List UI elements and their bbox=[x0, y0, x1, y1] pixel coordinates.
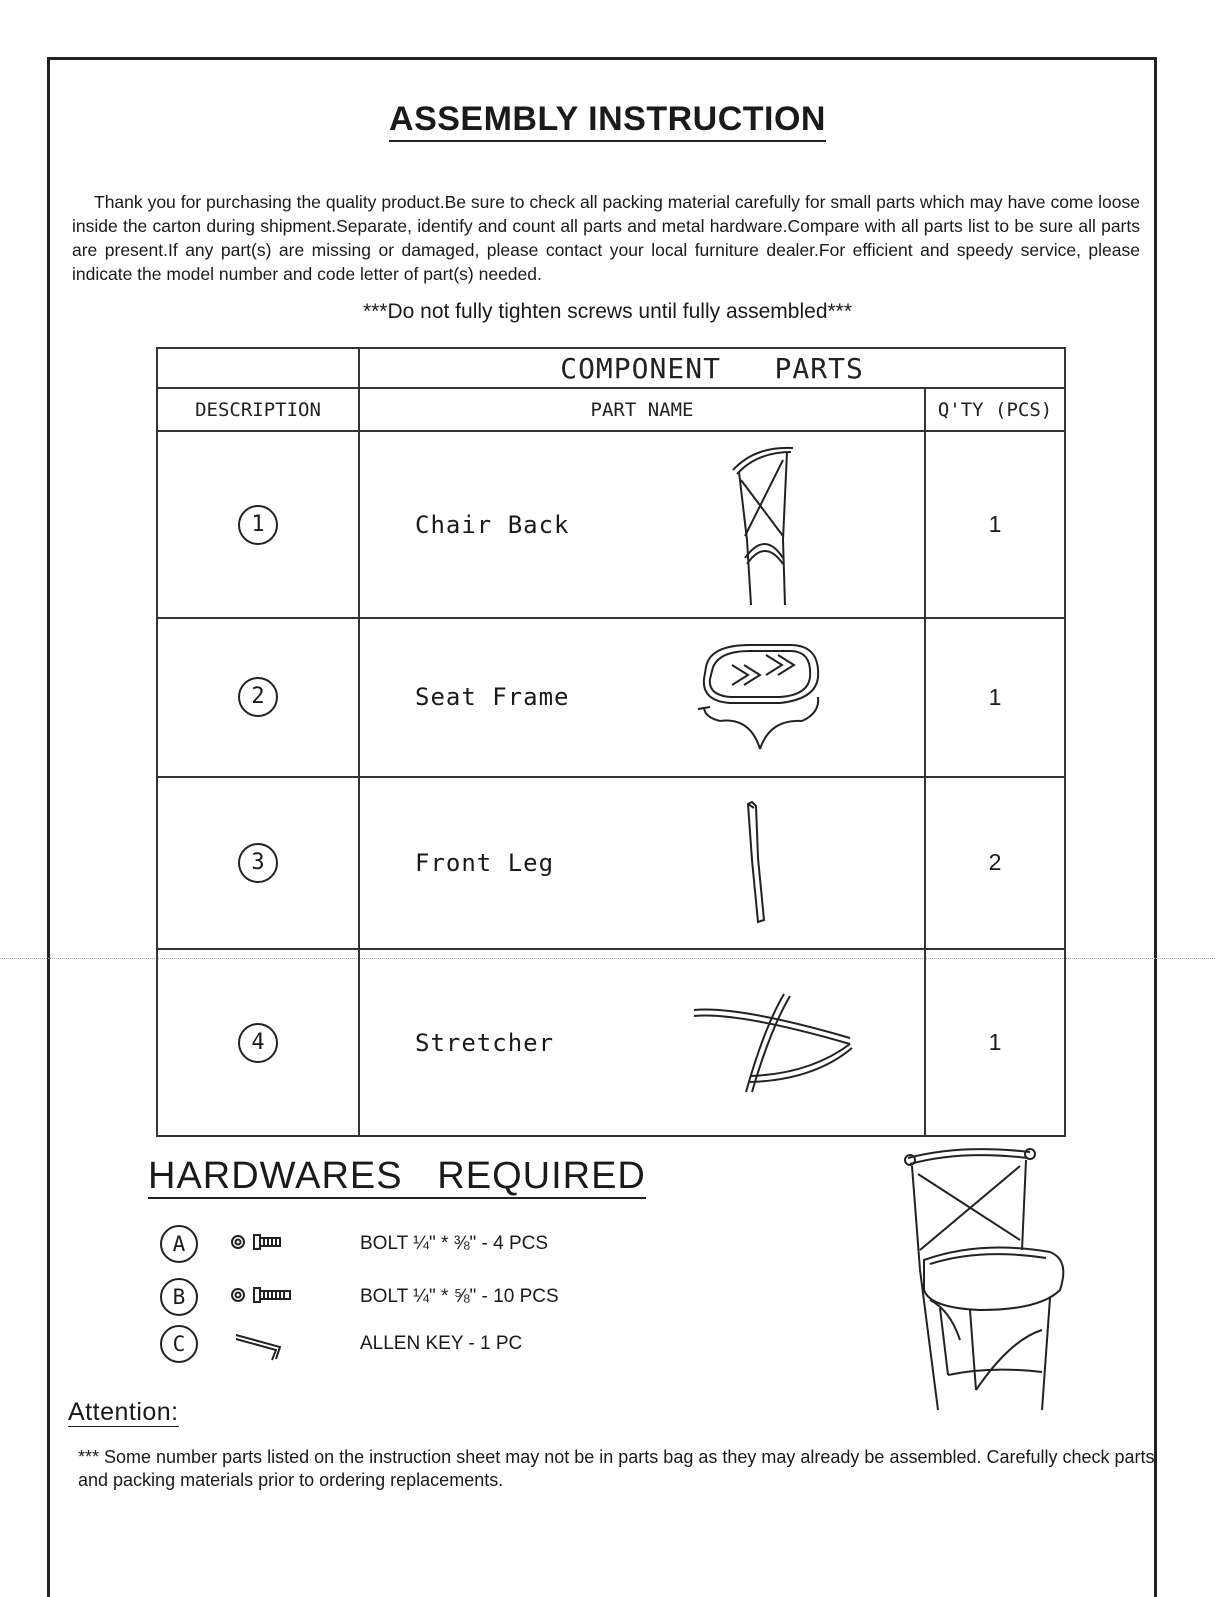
hardware-text: BOLT ¼" * ⅝" - 10 PCS bbox=[360, 1286, 559, 1307]
table-row bbox=[157, 777, 1065, 950]
chair-back-drawing-icon bbox=[725, 440, 805, 610]
long-bolt-icon bbox=[230, 1282, 300, 1308]
hardware-letter: B bbox=[160, 1278, 198, 1316]
part-name: Front Leg bbox=[415, 848, 555, 877]
tighten-warning: ***Do not fully tighten screws until fully assembled*** bbox=[362, 300, 853, 323]
col-header-part-name: PART NAME bbox=[359, 388, 925, 431]
part-number: 4 bbox=[238, 1023, 278, 1063]
assembled-chair-icon bbox=[890, 1140, 1100, 1420]
part-name: Chair Back bbox=[415, 510, 570, 539]
hardware-letter: A bbox=[160, 1225, 198, 1263]
short-bolt-icon bbox=[230, 1229, 290, 1255]
part-qty: 1 bbox=[925, 431, 1065, 618]
table-row bbox=[157, 949, 1065, 1136]
hardware-title: HARDWARES REQUIRED bbox=[148, 1155, 646, 1197]
part-qty: 2 bbox=[925, 777, 1065, 950]
allen-key-icon bbox=[230, 1329, 300, 1363]
part-qty: 1 bbox=[925, 949, 1065, 1136]
intro-paragraph: Thank you for purchasing the quality product.Be sure to check all packing material carefully for small parts which may have come loose inside the carton during shipment.Separate, identify and count all parts and metal hardware.Compare with all parts list to be sure all parts are present.If any part(s) are missing or damaged, please contact your local furniture dealer.For efficient and speedy service, please indicate the model number and code letter of part(s) needed. bbox=[72, 192, 1140, 284]
component-parts-table bbox=[156, 347, 1066, 1137]
col-header-description: DESCRIPTION bbox=[157, 388, 359, 431]
attention-title: Attention: bbox=[68, 1398, 179, 1426]
hardware-letter: C bbox=[160, 1325, 198, 1363]
page-title: ASSEMBLY INSTRUCTION bbox=[0, 100, 1215, 139]
part-name: Seat Frame bbox=[415, 683, 570, 712]
hardware-text: BOLT ¼" * ⅜" - 4 PCS bbox=[360, 1233, 549, 1254]
stretcher-drawing-icon bbox=[690, 988, 860, 1098]
front-leg-drawing-icon bbox=[740, 798, 780, 928]
col-header-qty: Q'TY (PCS) bbox=[925, 388, 1065, 431]
part-qty: 1 bbox=[925, 618, 1065, 777]
part-number: 2 bbox=[238, 677, 278, 717]
part-number: 1 bbox=[238, 505, 278, 545]
attention-text: *** Some number parts listed on the instruction sheet may not be in parts bag as they may already be assembled. Carefully check parts and packing materials prior to ordering replacements. bbox=[78, 1447, 1155, 1490]
table-row bbox=[157, 431, 1065, 618]
part-name: Stretcher bbox=[415, 1028, 555, 1057]
table-corner-cell bbox=[157, 348, 359, 388]
seat-frame-drawing-icon bbox=[690, 637, 830, 757]
part-number: 3 bbox=[238, 843, 278, 883]
table-title: COMPONENT PARTS bbox=[359, 348, 1065, 388]
table-row bbox=[157, 618, 1065, 777]
hardware-text: ALLEN KEY - 1 PC bbox=[360, 1333, 523, 1354]
